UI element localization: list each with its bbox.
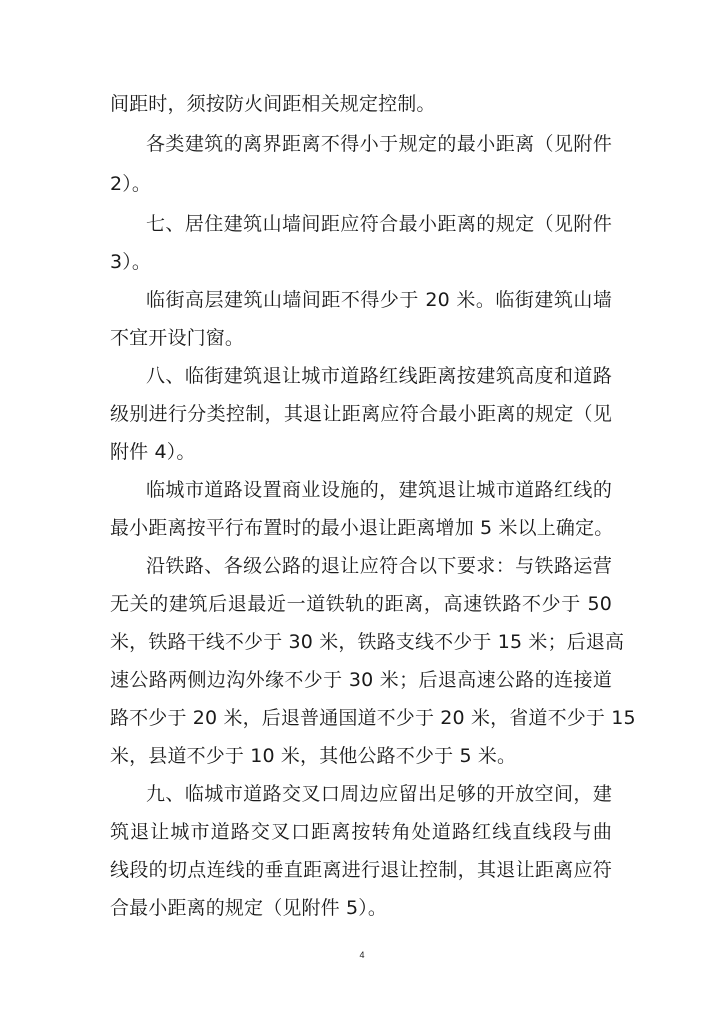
paragraph-line: 合最小距离的规定（见附件 5）。 <box>110 897 388 919</box>
paragraph-line: 九、临城市道路交叉口周边应留出足够的开放空间，建 <box>146 783 612 805</box>
paragraph-line: 附件 4）。 <box>110 441 196 463</box>
paragraph-line: 3）。 <box>110 251 152 273</box>
paragraph-line: 八、临街建筑退让城市道路红线距离按建筑高度和道路 <box>146 365 612 387</box>
paragraph-line: 无关的建筑后退最近一道铁轨的距离，高速铁路不少于 50 <box>110 593 612 615</box>
paragraph-line: 2）。 <box>110 173 152 195</box>
paragraph-line: 米，铁路干线不少于 30 米，铁路支线不少于 15 米；后退高 <box>110 631 625 653</box>
paragraph-line: 沿铁路、各级公路的退让应符合以下要求：与铁路运营 <box>146 555 612 577</box>
paragraph-line: 筑退让城市道路交叉口距离按转角处道路红线直线段与曲 <box>110 821 612 843</box>
paragraph-line: 临城市道路设置商业设施的，建筑退让城市道路红线的 <box>146 479 612 501</box>
paragraph-line: 路不少于 20 米，后退普通国道不少于 20 米，省道不少于 15 <box>110 707 636 729</box>
paragraph-line: 米，县道不少于 10 米，其他公路不少于 5 米。 <box>110 745 517 767</box>
paragraph-line: 最小距离按平行布置时的最小退让距离增加 5 米以上确定。 <box>110 517 614 539</box>
paragraph-line: 临街高层建筑山墙间距不得少于 20 米。临街建筑山墙 <box>146 289 612 311</box>
paragraph-line: 各类建筑的离界距离不得小于规定的最小距离（见附件 <box>146 133 612 155</box>
paragraph-line: 七、居住建筑山墙间距应符合最小距离的规定（见附件 <box>146 213 612 235</box>
paragraph-line: 速公路两侧边沟外缘不少于 30 米；后退高速公路的连接道 <box>110 669 612 691</box>
paragraph-line: 级别进行分类控制，其退让距离应符合最小距离的规定（见 <box>110 403 612 425</box>
paragraph-line: 间距时，须按防火间距相关规定控制。 <box>110 93 436 115</box>
page-number: 4 <box>359 950 365 960</box>
paragraph-line: 不宜开设门窗。 <box>110 327 245 349</box>
paragraph-line: 线段的切点连线的垂直距离进行退让控制，其退让距离应符 <box>110 859 612 881</box>
